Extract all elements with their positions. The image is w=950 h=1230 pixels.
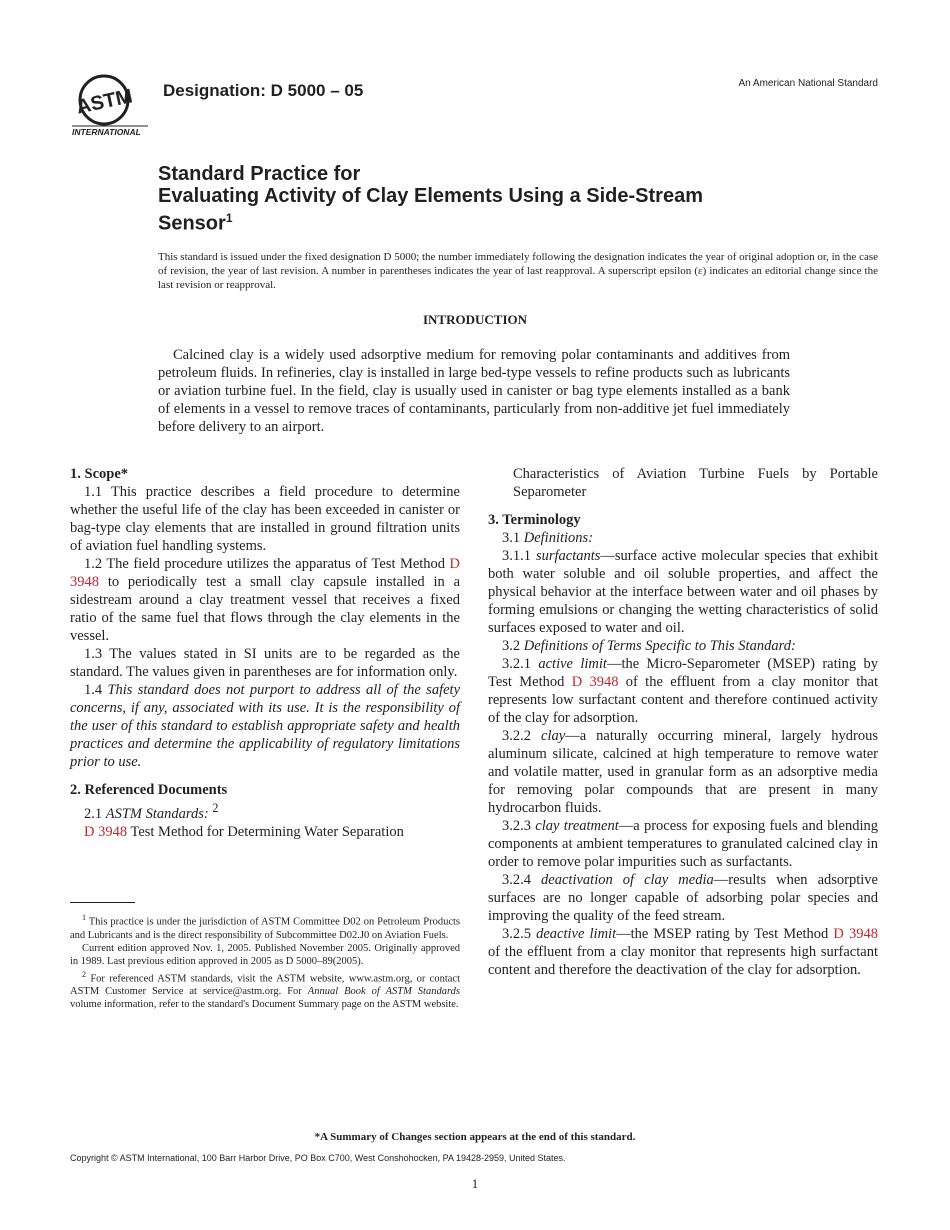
title-line-2: Evaluating Activity of Clay Elements Using a Side-Stream <box>158 185 703 207</box>
summary-of-changes-note: *A Summary of Changes section appears at the end of this standard. <box>314 1131 636 1143</box>
para-2-1-text: ASTM Standards: <box>105 805 209 822</box>
para-2-1 <box>70 799 460 823</box>
reference-link-d3948[interactable]: D 3948 <box>571 674 619 690</box>
footnote-1-mark: 1 <box>82 913 86 922</box>
footnote-1 <box>70 911 460 942</box>
para-1-2-text-a: 1.2 The field procedure utilizes the apparatus of Test Method <box>84 556 446 572</box>
reference-link-d3948[interactable]: D 3948 <box>833 926 878 942</box>
para-3-2-4 <box>488 871 878 925</box>
term-clay: clay <box>541 728 566 744</box>
para-3-2-1-text-b: of the effluent from a clay monitor that represents low surfactant content and therefore continued activity of the clay for adsorption. <box>488 674 878 726</box>
scope-heading: 1. Scope* <box>70 466 128 482</box>
para-3-2-4-text: —results when adsorptive surfaces are no longer capable of adsorbing polar species and improving the quality of the feed stream. <box>488 872 878 924</box>
copyright-line: Copyright © ASTM International, 100 Barr Harbor Drive, PO Box C700, West Conshohocken, PA 19428-2959, United States. <box>70 1153 566 1163</box>
para-3-2-5 <box>488 925 878 979</box>
para-3-1 <box>488 529 878 547</box>
issue-note: This standard is issued under the fixed designation D 5000; the number immediately following the designation indicates the year of original adoption or, in the case of revision, the year of last revision. A number in parentheses indicates the year of last reapproval. A superscript epsilon (ε) indicates an editorial change since the last revision or reapproval. <box>158 251 878 291</box>
national-standard-label: An American National Standard <box>738 78 878 89</box>
para-3-1-1 <box>488 547 878 637</box>
referenced-document-entry <box>70 823 460 841</box>
footnote-1-text: This practice is under the jurisdiction of ASTM Committee D02 on Petroleum Products and Lubricants and is the direct responsibility of Subcommittee D02.J0 on Aviation Fuels. <box>70 916 461 941</box>
para-3-2-1 <box>488 655 878 727</box>
para-2-1-number: 2.1 <box>84 805 103 822</box>
para-3-2-3 <box>488 817 878 871</box>
referenced-document-text: Test Method for Determining Water Separation <box>130 823 404 840</box>
astm-logo <box>70 70 150 140</box>
para-3-1-number: 3.1 <box>502 530 521 546</box>
para-3-2-4-number: 3.2.4 <box>502 872 531 888</box>
footnote-2-text-a: For referenced ASTM standards, visit the ASTM website, www.astm.org, or contact ASTM Customer Service at service@astm.org. For <box>70 973 460 997</box>
reference-link-d3948[interactable]: D 3948 <box>70 556 461 590</box>
para-1-4 <box>70 681 460 771</box>
para-1-3: 1.3 The values stated in SI units are to be regarded as the standard. The values given in parentheses are for information only. <box>70 646 460 680</box>
para-1-4-text: This standard does not purport to address all of the safety concerns, if any, associated with its use. It is the responsibility of the user of this standard to establish appropriate safety and health practices and determine the applicability of regulatory limitations prior to use. <box>70 682 461 770</box>
para-3-2-5-number: 3.2.5 <box>502 926 531 942</box>
page-number: 1 <box>471 1176 479 1191</box>
para-3-2-3-text: —a process for exposing fuels and blending components at ambient temperatures to granulated calcined clay in order to remove polar impurities such as surfactants. <box>488 818 878 870</box>
term-deactivation: deactivation of clay media <box>541 872 714 888</box>
footnote-divider <box>70 902 135 903</box>
para-3-2-1-number: 3.2.1 <box>502 656 531 672</box>
title-footnote-mark: 1 <box>225 211 233 225</box>
para-3-2-1-text-a: —the Micro-Separometer (MSEP) rating by Test Method <box>488 656 879 690</box>
designation: Designation: D 5000 – 05 <box>163 81 364 100</box>
para-1-1: 1.1 This practice describes a field procedure to determine whether the useful life of the clay has been exceeded in canister or bag-type clay elements that are installed in ground filtration units of aviation fuel handling systems. <box>70 484 460 554</box>
para-3-2-5-text-a: —the MSEP rating by Test Method <box>616 926 829 942</box>
para-3-2-text: Definitions of Terms Specific to This Standard: <box>523 638 796 654</box>
para-1-4-number: 1.4 <box>84 682 103 698</box>
para-3-2 <box>488 637 878 655</box>
para-3-1-text: Definitions: <box>523 530 594 546</box>
right-column <box>488 465 878 979</box>
para-3-2-5-text-b: of the effluent from a clay monitor that represents high surfactant content and therefore the deactivation of the clay for adsorption. <box>488 944 878 978</box>
para-1-2 <box>70 555 460 645</box>
para-3-1-1-number: 3.1.1 <box>502 548 531 564</box>
terminology-heading: 3. Terminology <box>488 512 581 528</box>
logo-text: ASTM <box>74 85 135 119</box>
footnote-2 <box>70 968 460 1012</box>
referenced-document-continuation: Characteristics of Aviation Turbine Fuels by Portable Separometer <box>513 466 878 500</box>
introduction-heading: INTRODUCTION <box>422 312 527 327</box>
logo-subtext: INTERNATIONAL <box>72 127 141 137</box>
para-1-2-text-b: to periodically test a small clay capsule installed in a sidestream around a clay treatment vessel that receives a fixed ratio of the same fuel that flows through the clay elements in the vessel. <box>70 574 460 644</box>
reference-link-d3948[interactable]: D 3948 <box>84 823 128 840</box>
para-2-1-footnote-mark: 2 <box>212 801 219 815</box>
term-surfactants: surfactants <box>535 548 601 564</box>
term-clay-treatment: clay treatment <box>535 818 619 834</box>
para-3-2-2-text: —a naturally occurring mineral, largely hydrous aluminum silicate, calcined at high temperature to remove water and volatile matter, used in granular form as an adsorptive media for removing polar compounds that are present in many hydrocarbon fluids. <box>488 728 878 816</box>
left-column <box>70 465 460 841</box>
footnotes <box>70 911 460 1011</box>
referenced-documents-heading: 2. Referenced Documents <box>70 782 228 798</box>
para-3-2-3-number: 3.2.3 <box>502 818 531 834</box>
title-line-1: Standard Practice for <box>158 163 361 185</box>
footnote-2-italic: Annual Book of ASTM Standards <box>307 986 460 997</box>
term-active-limit: active limit <box>538 656 607 672</box>
introduction-text: Calcined clay is a widely used adsorptive medium for removing polar contaminants and additives from petroleum fluids. In refineries, clay is installed in large bed-type vessels to refine products such as lubricants or aviation turbine fuel. In the field, clay is usually used in canister or bag type elements installed as a bank of elements in a vessel to remove traces of contaminants, particularly from non-additive jet fuel immediately before delivery to an airport. <box>158 347 790 435</box>
footnote-2-text-b: volume information, refer to the standard's Document Summary page on the ASTM website. <box>70 999 459 1010</box>
term-deactive-limit: deactive limit <box>536 926 617 942</box>
para-3-2-2 <box>488 727 878 817</box>
para-3-2-number: 3.2 <box>502 638 521 654</box>
document-title <box>158 163 858 235</box>
para-3-1-1-text: —surface active molecular species that exhibit both water soluble and oil soluble properties, and affect the physical behavior at the interface between water and oil phases by forming emulsions or changing the wetting characteristics of solid surfaces exposed to water and oil. <box>488 548 878 636</box>
para-3-2-2-number: 3.2.2 <box>502 728 531 744</box>
title-line-3 <box>158 207 858 235</box>
title-line-3-text: Sensor <box>158 212 226 235</box>
footnote-2-mark: 2 <box>82 969 86 979</box>
footnote-1-edition: Current edition approved Nov. 1, 2005. Published November 2005. Originally approved in 1989. Last previous edition approved in 2005 as D 5000–89(2005). <box>70 942 460 967</box>
